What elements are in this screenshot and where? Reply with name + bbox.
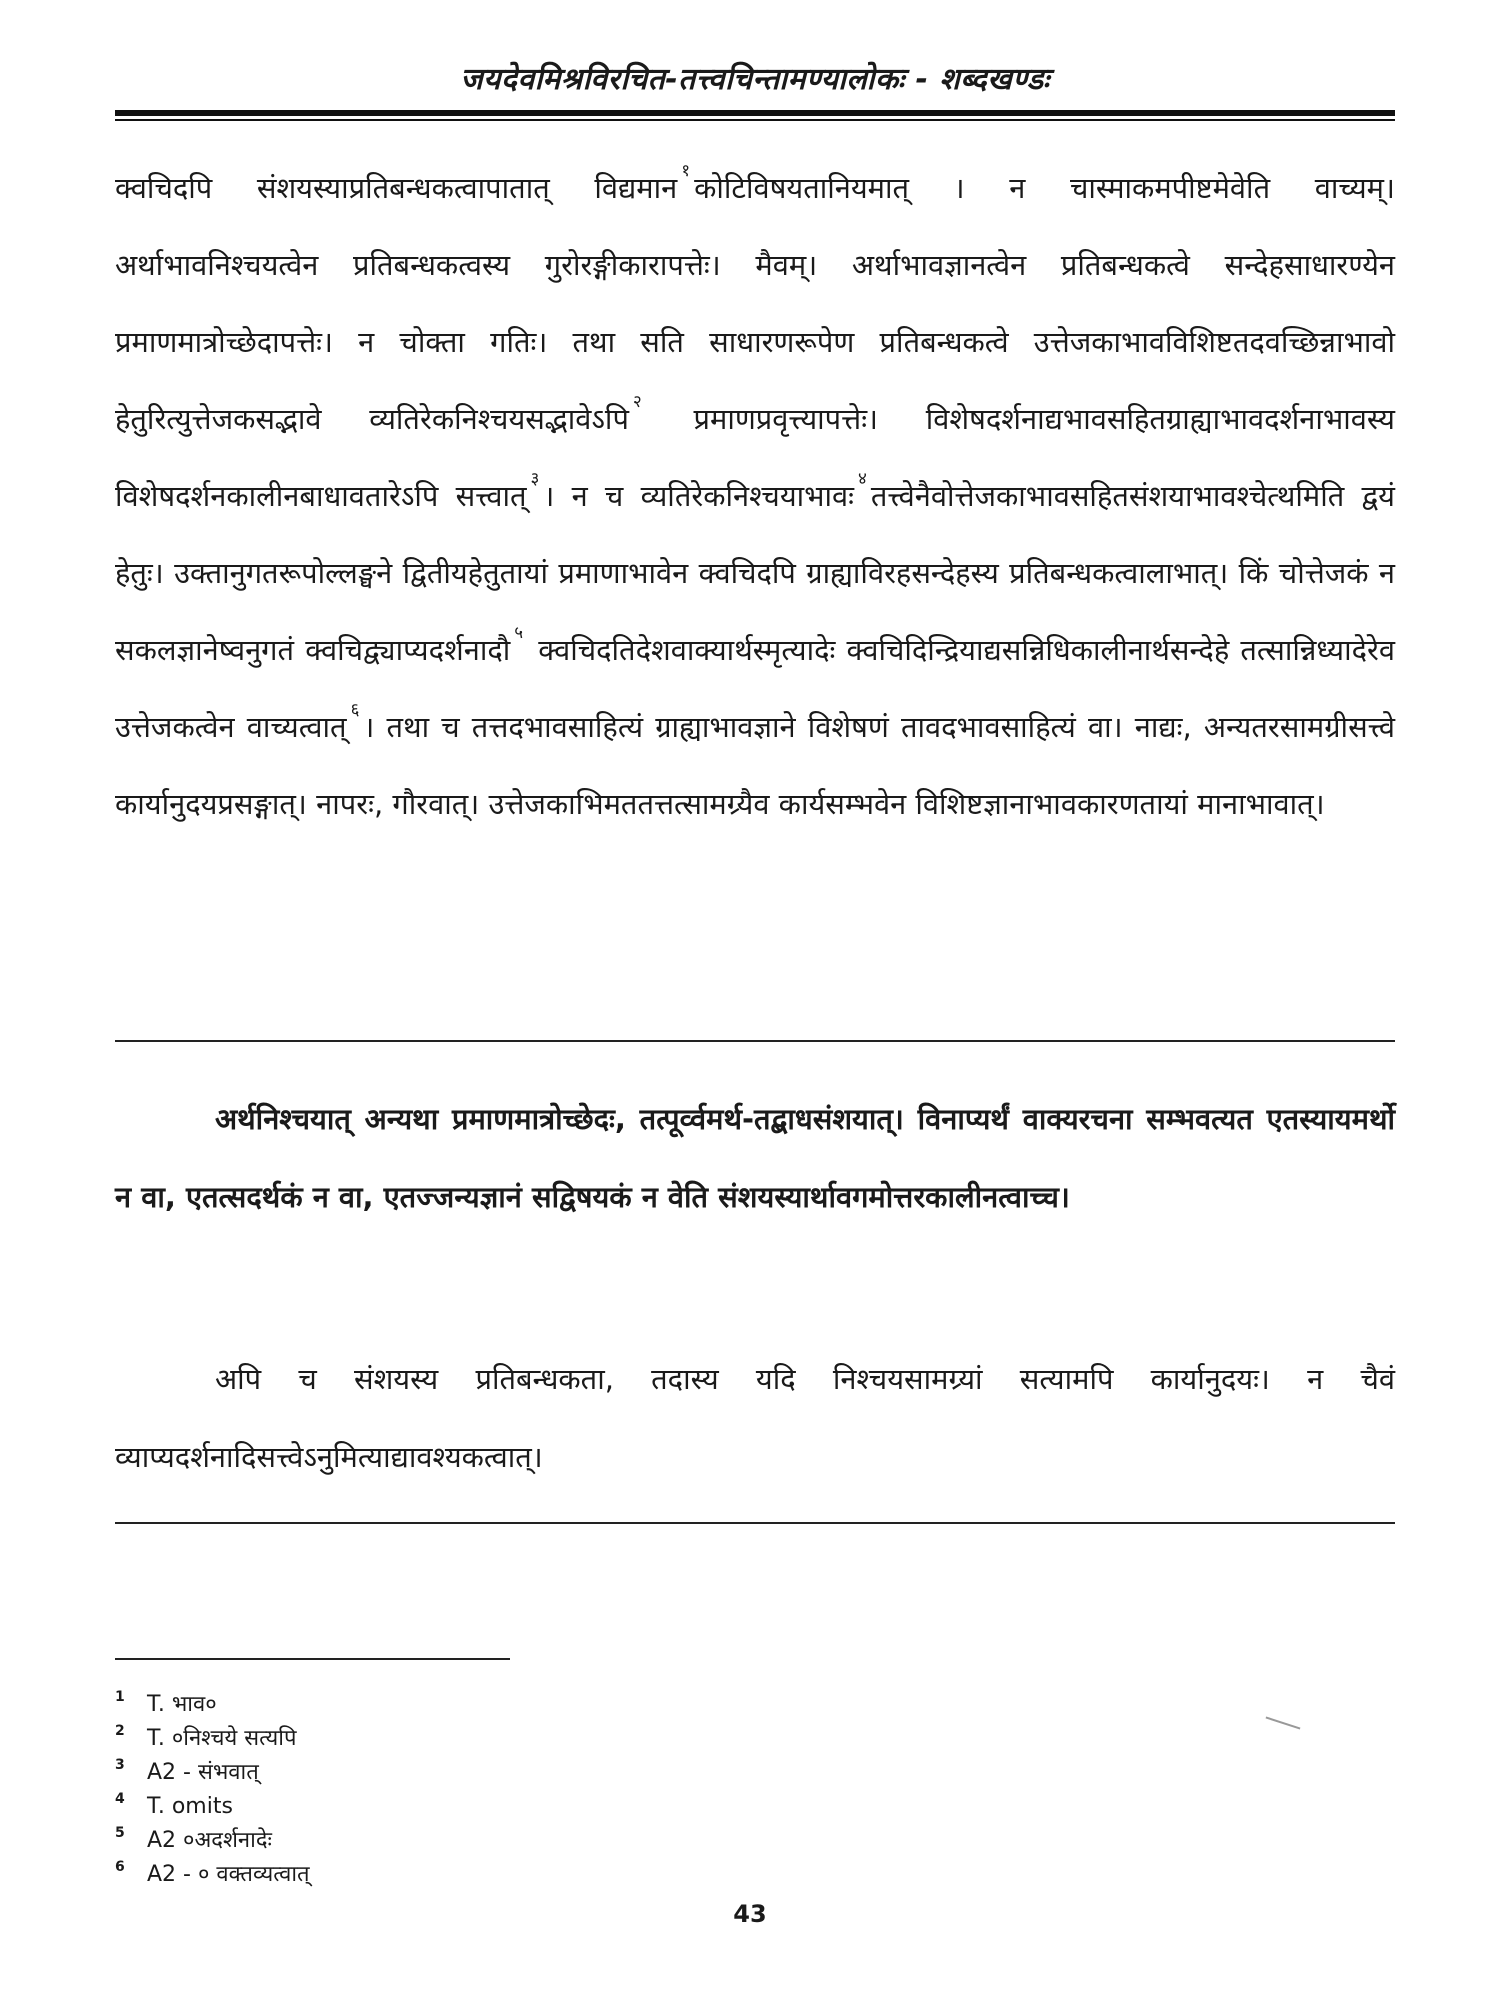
footnote-rule: [115, 1658, 510, 1660]
footnote-text: T. omits: [147, 1794, 233, 1819]
commentary-text: । न च व्यतिरेकनिश्चयाभावः: [543, 479, 855, 513]
section-divider: [115, 1040, 1395, 1042]
mula-text-bold: अर्थनिश्चयात् अन्यथा प्रमाणमात्रोच्छेदः, तत्पूर्व्वमर्थ-तद्बाधसंशयात्। विनाप्यर्थं वाक्यरचना सम्भवत्यत एतस्यायमर्थो न वा, एतत्सदर्थकं न वा, एतज्जन्यज्ञानं सद्विषयकं न वेति संशयस्यार्थावगमोत्तरकालीनत्वाच्च।: [115, 1102, 1395, 1214]
footnote-marker-2: २: [632, 392, 642, 412]
footnote: [115, 1680, 815, 1717]
footnote: [115, 1782, 815, 1819]
footnote-marker-6: ६: [350, 700, 360, 720]
footnote-text: A2 ०अदर्शनादेः: [147, 1828, 272, 1853]
header-rule-thin: [115, 119, 1395, 121]
commentary-text: कोटिविषयतानियमात् । न चास्माकमपीष्टमेवेति वाच्यम्। अर्थाभावनिश्चयत्वेन प्रतिबन्धकत्वस्य गुरोरङ्गीकारापत्तेः। मैवम्। अर्थाभावज्ञानत्वेन प्रतिबन्धकत्वे सन्देहसाधारण्येन प्रमाणमात्रोच्छेदापत्तेः। न चोक्ता गतिः। तथा सति साधारणरूपेण प्रतिबन्धकत्वे उत्तेजकाभावविशिष्टतदवच्छिन्नाभावो हेतुरित्युत्तेजकसद्भावे व्यतिरेकनिश्चयसद्भावेऽपि: [115, 171, 1395, 436]
footnote-text: A2 - संभवात्: [147, 1760, 259, 1785]
footnote-number: 3: [115, 1757, 125, 1773]
footnote-number: 2: [115, 1723, 125, 1739]
commentary-text: क्वचिदतिदेशवाक्यार्थस्मृत्यादेः क्वचिदिन्द्रियाद्यसन्निधिकालीनार्थसन्देहे तत्सान्निध्यादेरेव उत्तेजकत्वेन वाच्यत्वात्: [115, 633, 1395, 744]
section-divider: [115, 1522, 1395, 1524]
footnote-number: 4: [115, 1791, 125, 1807]
footnote-text: T. भाव०: [147, 1692, 217, 1717]
commentary-text: प्रमाणप्रवृत्त्यापत्तेः। विशेषदर्शनाद्यभावसहितग्राह्याभावदर्शनाभावस्य विशेषदर्शनकालीनबाधावतारेऽपि सत्त्वात्: [115, 402, 1395, 513]
footnote: [115, 1714, 815, 1751]
footnotes: [115, 1680, 815, 1887]
footnote: [115, 1748, 815, 1785]
footnote-number: 5: [115, 1825, 125, 1841]
footnote-marker-4: ४: [858, 469, 867, 489]
commentary-paragraph: [115, 150, 1395, 843]
footnote-marker-1: १: [681, 161, 691, 181]
scan-mark: [1266, 1716, 1301, 1729]
footnote-number: 6: [115, 1859, 125, 1875]
footnote: [115, 1816, 815, 1853]
page-number: 43: [733, 1900, 767, 1928]
footnote-text: T. ०निश्चये सत्यपि: [147, 1726, 297, 1751]
footnote-marker-5: ५: [514, 623, 524, 643]
closing-paragraph: अपि च संशयस्य प्रतिबन्धकता, तदास्य यदि निश्चयसामग्र्यां सत्यामपि कार्यानुदयः। न चैवं व्याप्यदर्शनादिसत्त्वेऽनुमित्याद्यावश्यकत्वात्।: [115, 1362, 1395, 1474]
footnote-number: 1: [115, 1689, 125, 1705]
footnote-marker-3: ३: [530, 469, 540, 489]
running-header-title: जयदेवमिश्रविरचित-तत्त्वचिन्तामण्यालोकः - शब्दखण्डः: [460, 62, 1050, 97]
footnote-text: A2 - ० वक्तव्यत्वात्: [147, 1862, 310, 1887]
commentary-text: क्वचिदपि संशयस्याप्रतिबन्धकत्वापातात् विद्यमान: [115, 171, 678, 205]
commentary-text: । तथा च तत्तदभावसाहित्यं ग्राह्याभावज्ञाने विशेषणं तावदभावसाहित्यं वा। नाद्यः, अन्यतरसामग्रीसत्त्वे कार्यानुदयप्रसङ्गात्। नापरः, गौरवात्। उत्तेजकाभिमततत्तत्सामग्र्यैव कार्यसम्भवेन विशिष्टज्ञानाभावकारणतायां मानाभावात्।: [115, 710, 1395, 821]
footnote: [115, 1850, 815, 1887]
commentary-text: तत्त्वेनैवोत्तेजकाभावसहितसंशयाभावश्चेत्थमिति द्वयं हेतुः। उक्तानुगतरूपोल्लङ्घने द्वितीयहेतुतायां प्रमाणाभावेन क्वचिदपि ग्राह्याविरहसन्देहस्य प्रतिबन्धकत्वालाभात्। किं चोत्तेजकं न सकलज्ञानेष्वनुगतं क्वचिद्व्याप्यदर्शनादौ: [115, 479, 1395, 667]
header-rule: [115, 110, 1395, 116]
